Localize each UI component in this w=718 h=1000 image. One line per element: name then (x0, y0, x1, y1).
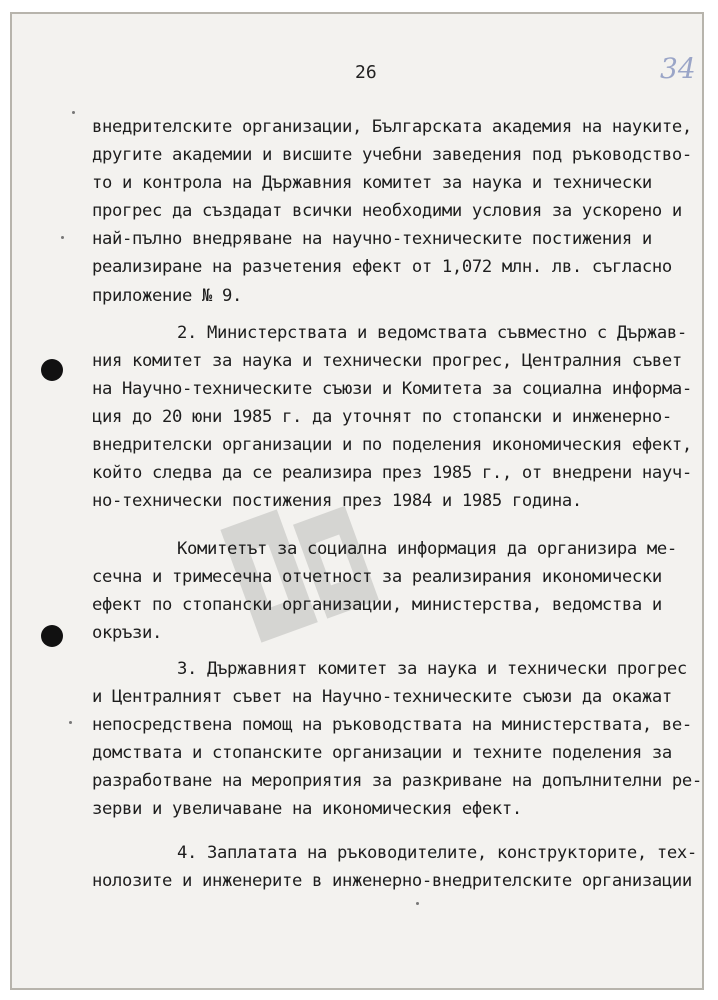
text-line: другите академии и висшите учебни заведения под ръководство- (92, 145, 692, 165)
punch-hole-top (41, 359, 63, 381)
text-line: разработване на мероприятия за разкриване на допълнителни ре- (92, 771, 702, 791)
page-number: 26 (355, 62, 377, 83)
punch-hole-bottom (41, 625, 63, 647)
text-line: 2. Министерствата и ведомствата съвместно с Държав- (177, 323, 687, 343)
text-line: ефект по стопански организации, министерства, ведомства и (92, 595, 662, 615)
text-line: 3. Държавният комитет за наука и технически прогрес (177, 659, 687, 679)
text-line: приложение № 9. (92, 286, 242, 306)
text-line: зерви и увеличаване на икономическия ефект. (92, 799, 522, 819)
text-line: който следва да се реализира през 1985 г., от внедрени науч- (92, 463, 692, 483)
text-line: прогрес да създадат всички необходими условия за ускорено и (92, 201, 682, 221)
speck (61, 236, 64, 239)
text-line: Комитетът за социална информация да организира ме- (177, 539, 677, 559)
text-line: внедрителските организации, Българската академия на науките, (92, 117, 692, 137)
text-line: на Научно-техническите съюзи и Комитета за социална информа- (92, 379, 692, 399)
speck (72, 111, 75, 114)
text-line: но-технически постижения през 1984 и 1985 година. (92, 491, 582, 511)
handwritten-page-number: 34 (660, 52, 696, 85)
text-line: 4. Заплатата на ръководителите, конструкторите, тех- (177, 843, 697, 863)
text-line: домствата и стопанските организации и техните поделения за (92, 743, 672, 763)
text-line: ния комитет за наука и технически прогрес, Централния съвет (92, 351, 682, 371)
text-line: непосредствена помощ на ръководствата на министерствата, ве- (92, 715, 692, 735)
text-line: и Централният съвет на Научно-техническите съюзи да окажат (92, 687, 672, 707)
text-line: нолозите и инженерите в инженерно-внедрителските организации (92, 871, 692, 891)
text-line: реализиране на разчетения ефект от 1,072 млн. лв. съгласно (92, 257, 672, 277)
text-line: окръзи. (92, 623, 162, 643)
speck (69, 721, 72, 724)
document-page (10, 12, 704, 990)
text-line: внедрителски организации и по поделения икономическия ефект, (92, 435, 692, 455)
text-line: сечна и тримесечна отчетност за реализирания икономически (92, 567, 662, 587)
text-line: най-пълно внедряване на научно-техническите постижения и (92, 229, 652, 249)
text-line: то и контрола на Държавния комитет за наука и технически (92, 173, 652, 193)
speck (416, 902, 419, 905)
text-line: ция до 20 юни 1985 г. да уточнят по стопански и инженерно- (92, 407, 672, 427)
